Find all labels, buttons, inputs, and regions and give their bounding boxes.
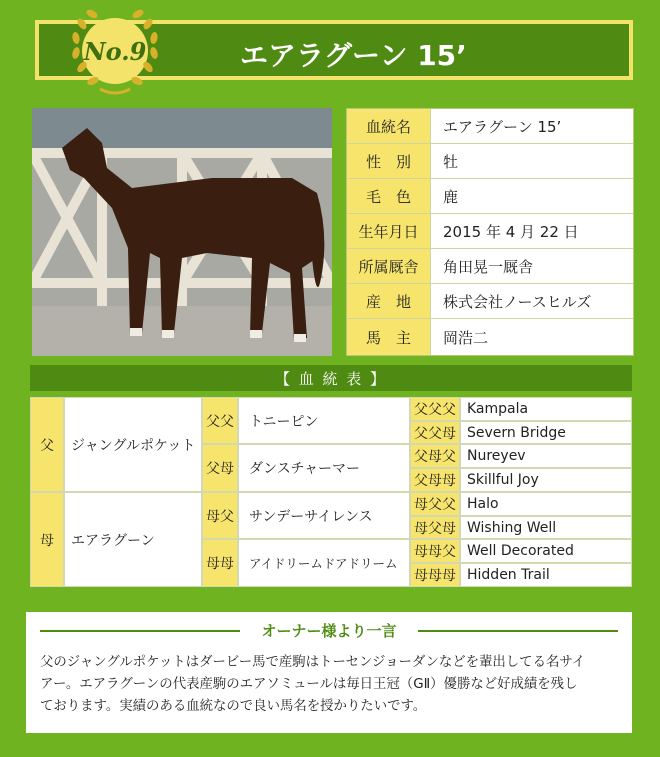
badge-label: No.9: [83, 37, 147, 66]
gg-label: 母父母: [410, 516, 460, 539]
gg-label: 父母父: [410, 444, 460, 468]
gg-name: Nureyev: [460, 444, 632, 468]
dam-label: 母: [30, 492, 64, 587]
info-label: 毛 色: [347, 179, 431, 213]
gg-label: 母母父: [410, 539, 460, 563]
horse-photo: [32, 108, 332, 356]
gg-name: Kampala: [460, 397, 632, 421]
info-value: 株式会社ノースヒルズ: [443, 292, 592, 311]
info-row: [347, 319, 633, 355]
pedigree-heading: 【 血 統 表 】: [30, 365, 632, 391]
laurel-wreath-icon: [60, 5, 170, 103]
fm-name: ダンスチャーマー: [238, 444, 410, 492]
owner-comment-line: アー。エアラグーンの代表産駒のエアソミュールは毎日王冠（GⅡ）優勝など好成績を残し: [40, 677, 578, 692]
gg-name: Skillful Joy: [460, 468, 632, 492]
gg-label: 父父母: [410, 421, 460, 444]
sire-name: ジャングルポケット: [64, 397, 202, 492]
gg-label: 母父父: [410, 492, 460, 516]
gg-label: 父母母: [410, 468, 460, 492]
info-row: [347, 284, 633, 319]
horse-info-table: [346, 108, 634, 356]
info-value: 鹿: [443, 187, 459, 206]
info-label: 産 地: [347, 284, 431, 318]
info-value: 角田晃一厩舎: [443, 257, 534, 276]
ff-name: トニーピン: [238, 397, 410, 444]
number-badge: [60, 5, 170, 103]
info-row: [347, 179, 633, 214]
pedigree-table: [30, 397, 632, 587]
info-label: 血統名: [347, 109, 431, 143]
owner-heading-row: [26, 620, 632, 640]
owner-heading: オーナー様より一言: [261, 622, 397, 640]
gg-name: Well Decorated: [460, 539, 632, 563]
gg-name: Hidden Trail: [460, 563, 632, 587]
info-value: 2015 年 4 月 22 日: [443, 222, 579, 241]
fm-label: 父母: [202, 444, 238, 492]
mm-name: アイドリームドアドリーム: [238, 539, 410, 587]
info-label: 生年月日: [347, 214, 431, 248]
gg-label: 父父父: [410, 397, 460, 421]
info-label: 所属厩舎: [347, 249, 431, 283]
dam-name: エアラグーン: [64, 492, 202, 587]
info-label: 性 別: [347, 144, 431, 178]
info-value: 岡浩二: [443, 328, 489, 347]
info-row: [347, 144, 633, 179]
info-row: [347, 249, 633, 284]
info-row: [347, 109, 633, 144]
sire-label: 父: [30, 397, 64, 492]
ff-label: 父父: [202, 397, 238, 444]
gg-name: Halo: [460, 492, 632, 516]
owner-comment-text: [40, 652, 628, 718]
divider: [418, 630, 618, 632]
page-title: エアラグーン 15’: [240, 39, 467, 72]
gg-name: Severn Bridge: [460, 421, 632, 444]
gg-label: 母母母: [410, 563, 460, 587]
info-row: [347, 214, 633, 249]
owner-comment-line: 父のジャングルポケットはダービー馬で産駒はトーセンジョーダンなどを輩出してる名サイ: [40, 655, 586, 670]
owner-comment-line: ております。実績のある血統なので良い馬名を授かりたいです。: [40, 699, 427, 714]
mf-label: 母父: [202, 492, 238, 539]
mm-label: 母母: [202, 539, 238, 587]
owner-comment-box: [26, 612, 632, 733]
info-value: 牡: [443, 152, 459, 171]
info-value: エアラグーン 15’: [443, 117, 562, 136]
info-label: 馬 主: [347, 319, 431, 355]
gg-name: Wishing Well: [460, 516, 632, 539]
mf-name: サンデーサイレンス: [238, 492, 410, 539]
